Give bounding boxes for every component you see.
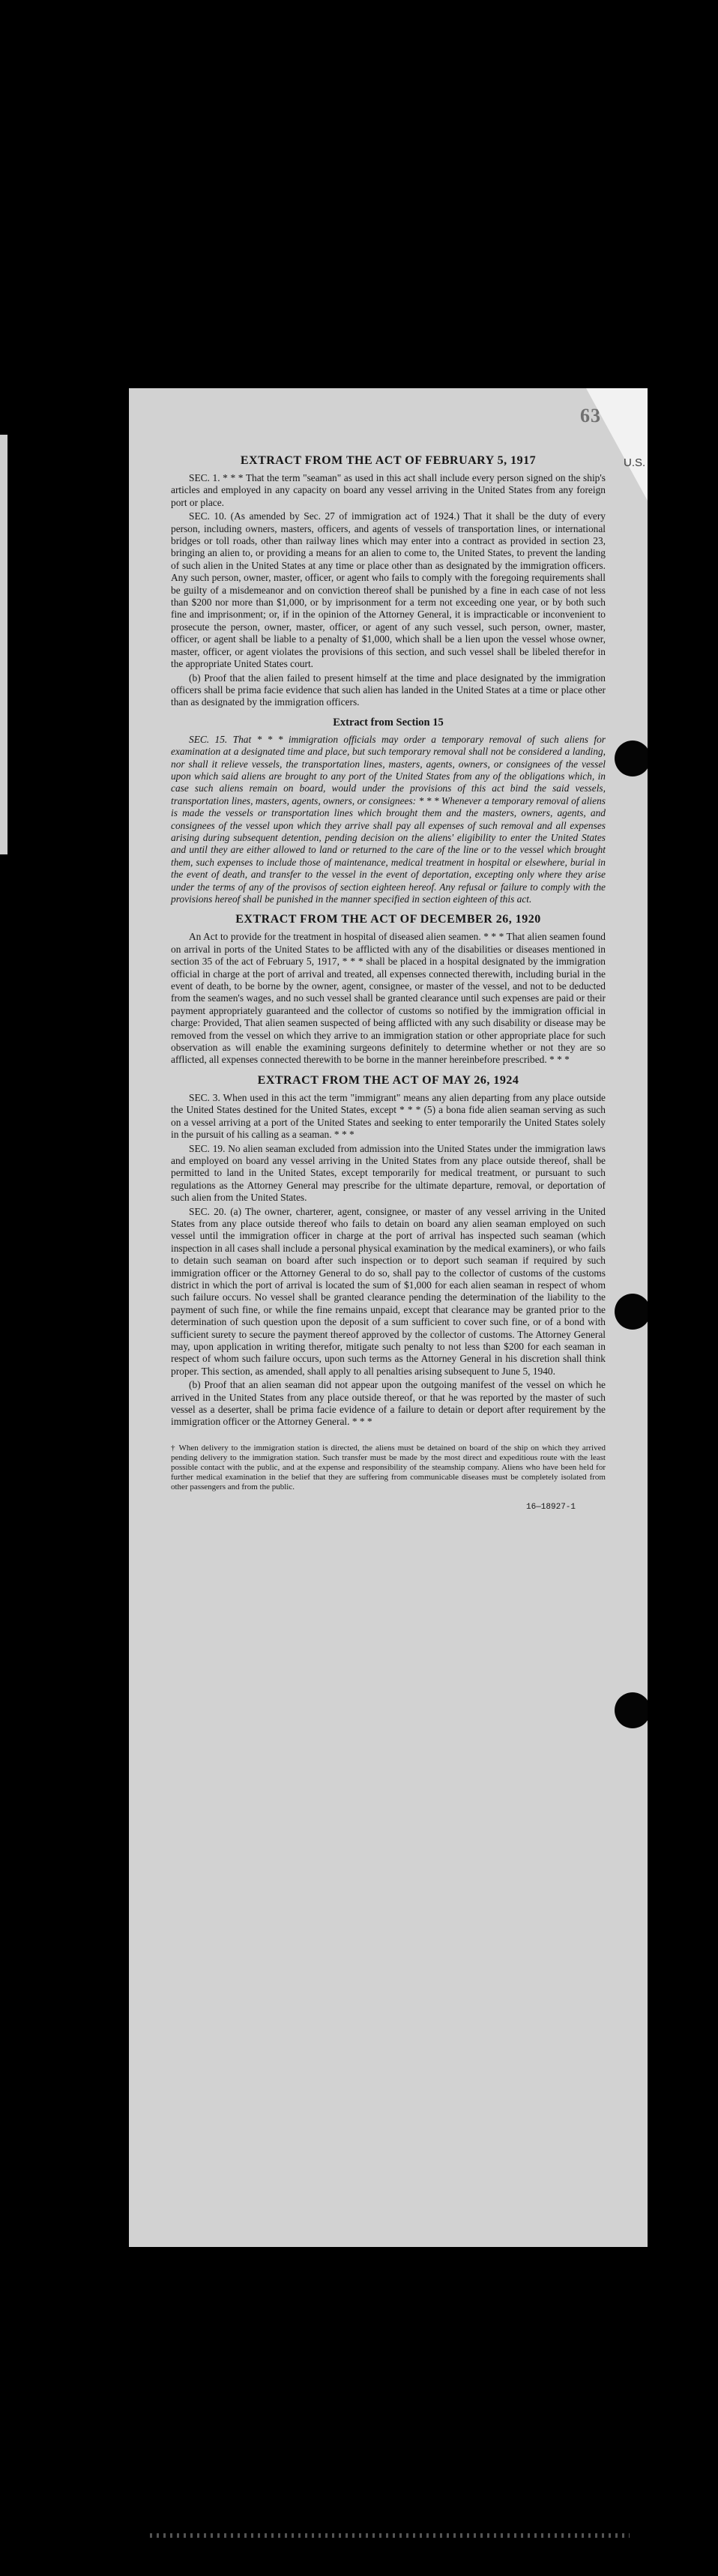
scan-edge-strip <box>0 435 7 854</box>
footnote: † When delivery to the immigration station is directed, the aliens must be detained on board of the ship on which they arrived pending delivery to the immigration station. Such transfer must be made by the most direct and expeditious route with the least possible contact with the public, and at the expense and responsibility of the steamship company. Aliens who have been held for further medical examination in the belief that they are suffering from communicable diseases must be completely isolated from other passengers and from the public. <box>171 1443 606 1491</box>
section-20b-paragraph: (b) Proof that an alien seaman did not appear upon the outgoing manifest of the vessel on which he arrived in the United States from any place outside thereof, or that he was reported by the master of such vessel as a deserter, shall be prima facie evidence of a failure to detain or deport after requirement by the immigration officer or the Attorney General. * * * <box>171 1379 606 1428</box>
act-1920-paragraph: An Act to provide for the treatment in hospital of diseased alien seamen. * * * That alien seamen found on arrival in ports of the United States to be afflicted with any of the disabilities or diseases mentioned in section 35 of the act of February 5, 1917, * * * shall be placed in a hospital designated by the immigration official in charge at the port of arrival and treated, all expenses connected therewith, including burial in the event of death, to be borne by the owner, agent, consignee, or master of the vessel, and not to be deducted from the seamen's wages, and no such vessel shall be granted clearance until such expenses are paid or their payment appropriately guaranteed and the collector of customs so notified by the immigration official in charge: Provided, That alien seamen suspected of being afflicted with any such disability or disease may be removed from the vessel on which they arrive to an immigration station or other appropriate place for such observation as will enable the examining surgeons definitely to determine whether or not they are so afflicted, all expenses connected therewith to be borne in the manner hereinbefore prescribed. * * * <box>171 931 606 1066</box>
section-1-paragraph: SEC. 1. * * * That the term "seaman" as used in this act shall include every person signed on the ship's articles and employed in any capacity on board any vessel arriving in the United States from any foreign port or place. <box>171 472 606 508</box>
heading-act-1924: EXTRACT FROM THE ACT OF MAY 26, 1924 <box>257 1073 519 1087</box>
section-3-paragraph: SEC. 3. When used in this act the term "immigrant" means any alien departing from any place outside the United States destined for the United States, except * * * (5) a bona fide alien seaman serving as such on a vessel arriving at a port of the United States and seeking to enter temporarily the United States solely in the pursuit of his calling as a seaman. * * * <box>171 1091 606 1141</box>
section-19-paragraph: SEC. 19. No alien seaman excluded from admission into the United States under the immigration laws and employed on board any vessel arriving in the United States from any place outside thereof, shall be permitted to land in the United States, except temporarily for medical treatment, or pursuant to such regulations as the Attorney General may prescribe for the ultimate departure, removal, or deportation of such alien from the United States. <box>171 1142 606 1204</box>
punch-hole-icon <box>615 1294 648 1330</box>
punch-hole-icon <box>615 1692 648 1728</box>
section-10b-paragraph: (b) Proof that the alien failed to present himself at the time and place designated by the immigration officers shall be prima facie evidence that such alien has landed in the United States at a time or place other than as designated by the immigration officers. <box>171 672 606 708</box>
corner-mark: U.S. <box>624 456 646 469</box>
punch-hole-icon <box>615 740 648 776</box>
page-stamp: 63 <box>580 405 601 426</box>
subheading-section-15: Extract from Section 15 <box>333 716 444 729</box>
heading-act-1920: EXTRACT FROM THE ACT OF DECEMBER 26, 1920 <box>235 913 541 926</box>
folded-corner <box>586 388 648 501</box>
section-20a-paragraph: SEC. 20. (a) The owner, charterer, agent, consignee, or master of any vessel arriving in the United States from any place outside thereof who fails to detain on board any alien seaman employed on such vessel until the immigration officer in charge at the port of arrival has inspected such seaman (which inspection in all cases shall include a personal physical examination by the medical examiners), or who fails to detain such seaman on board after such inspection or to deport such seaman if required by such immigration officer or the Attorney General to do so, shall pay to the collector of customs of the customs district in which the port of arrival is located the sum of $1,000 for each alien seaman in respect of whom such failure occurs. No vessel shall be granted clearance pending the determination of the liability to the payment of such fine, or while the fine remains unpaid, except that clearance may be granted prior to the determination of such question upon the deposit of a sum sufficient to cover such fine, or of a bond with sufficient surety to secure the payment thereof approved by the collector of customs. The Attorney General may, upon application in writing therefor, mitigate such penalty to not less than $200 for each seaman in respect of whom such failure occurs, upon such terms as the Attorney General in his discretion shall think proper. This section, as amended, shall apply to all penalties arising subsequent to June 5, 1940. <box>171 1205 606 1377</box>
document-code: 16—18927-1 <box>525 1502 576 1512</box>
document-page <box>129 388 648 2247</box>
scan-noise-line <box>150 2533 630 2538</box>
heading-act-1917: EXTRACT FROM THE ACT OF FEBRUARY 5, 1917 <box>240 454 537 467</box>
section-15-paragraph: SEC. 15. That * * * immigration officials may order a temporary removal of such aliens for examination at a designated time and place, but such temporary removal shall not be considered a landing, nor shall it relieve vessels, the transportation lines, masters, agents, owners, or consignees of the vessel upon which said aliens are brought to any port of the United States from any of the obligations which, in case such aliens remain on board, would under the provisions of this act bind the said vessels, transportation lines, masters, agents, owners, or consignees: * * * Whenever a temporary removal of aliens is made the vessels or transportation lines which brought them and the masters, owners, agents, and consignees of the vessel upon which they arrive shall pay all expenses of such removal and all expenses arising during subsequent detention, pending decision on the aliens' eligibility to enter the United States and until they are either allowed to land or returned to the care of the line or to the vessel which brought them, such expenses to include those of maintenance, medical treatment in hospital or elsewhere, burial in the event of death, and transfer to the vessel in the event of deportation, excepting only where they arise under the terms of any of the provisos of section eighteen hereof. Any refusal or failure to comply with the provisions hereof shall be punished in the manner specified in section eighteen of this act. <box>171 733 606 905</box>
section-10-paragraph: SEC. 10. (As amended by Sec. 27 of immigration act of 1924.) That it shall be the duty of every person, including owners, masters, officers, and agents of vessels of transportation lines, or international bridges or toll roads, other than railway lines which may enter into a contract as provided in section 23, bringing an alien to, or providing a means for an alien to come to, the United States, to prevent the landing of such alien in the United States at any time or place other than as designated by the immigration officers. Any such person, owner, master, officer, or agent who fails to comply with the foregoing requirements shall be guilty of a misdemeanor and on conviction thereof shall be punished by a fine in each case of not less than $200 nor more than $1,000, or by imprisonment for a term not exceeding one year, or by both such fine and imprisonment; or, if in the opinion of the Attorney General, it is impracticable or inconvenient to prosecute the person, owner, master, officer, or agent of any such vessel, such person, owner, master, officer, or agent shall be liable to a penalty of $1,000, which shall be a lien upon the vessel whose owner, master, officer, or agent violates the provisions of this section, and such vessel shall be libeled therefor in the appropriate United States court. <box>171 510 606 670</box>
